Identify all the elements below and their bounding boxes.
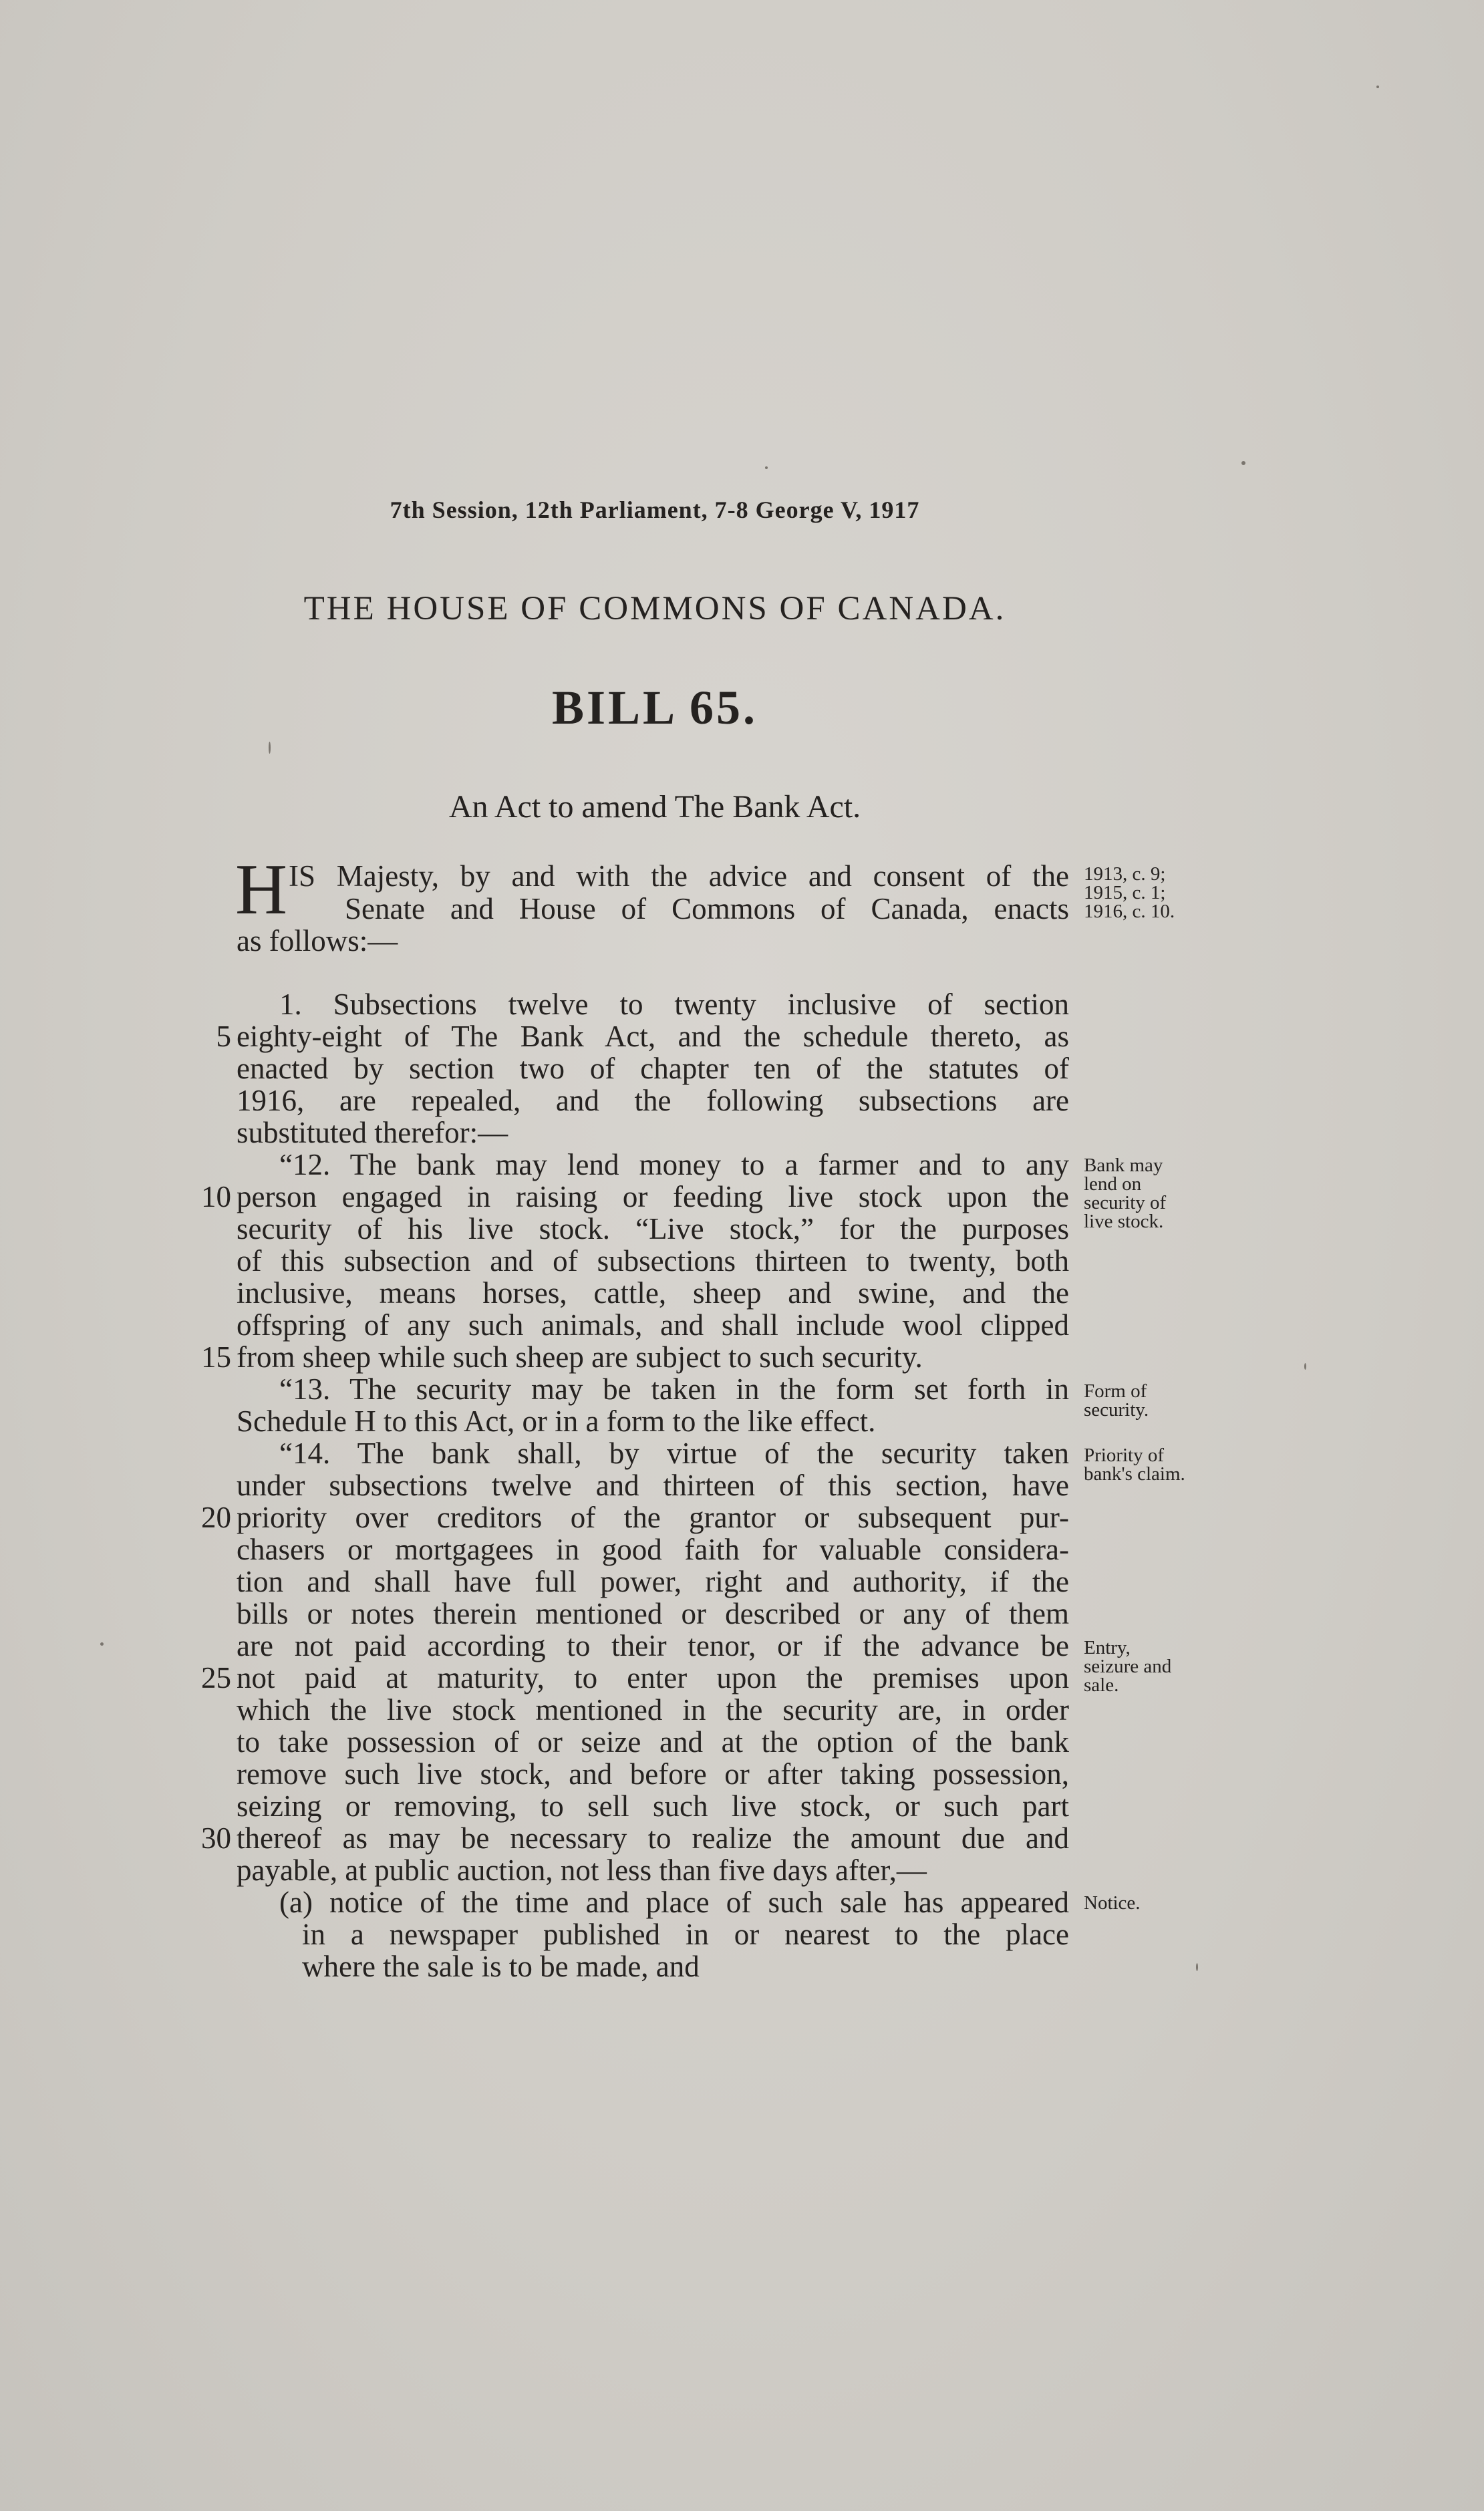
note-line: seizure and [1084,1656,1172,1677]
body-line: eighty-eight of The Bank Act, and the schedule thereto, as [237,1020,1069,1053]
note-line: sale. [1084,1674,1119,1696]
body-line: under subsections twelve and thirteen of this section, have [237,1469,1069,1502]
note-line: Form of [1084,1380,1147,1402]
speck [1304,1363,1306,1370]
body-line: not paid at maturity, to enter upon the premises upon [237,1661,1069,1694]
body-line: inclusive, means horses, cattle, sheep and swine, and the [237,1276,1069,1310]
note-line: security of [1084,1192,1167,1213]
body-line: “12. The bank may lend money to a farmer and to any [279,1148,1069,1181]
body-line: from sheep while such sheep are subject to such security. [237,1340,923,1374]
body-line: (a) notice of the time and place of such sale has appeared [279,1886,1069,1919]
body-line: 1916, are repealed, and the following subsections are [237,1084,1069,1117]
body-line: are not paid according to their tenor, or if the advance be [237,1629,1069,1662]
body-line: payable, at public auction, not less than five days after,— [237,1854,927,1887]
line-number: 30 [201,1821,231,1855]
line-number: 10 [201,1180,231,1213]
body-line: priority over creditors of the grantor or subsequent pur- [237,1501,1069,1534]
drop-cap: H [235,850,287,929]
speck [1376,86,1379,88]
speck [1241,461,1245,465]
session-header: 7th Session, 12th Parliament, 7-8 George V, 1917 [390,496,920,523]
body-line: of this subsection and of subsections thirteen to twenty, both [237,1244,1069,1278]
note-line: Entry, [1084,1637,1131,1658]
body-line: in a newspaper published in or nearest to the place [302,1918,1069,1951]
line-number: 20 [201,1501,231,1534]
note-line: Bank may [1084,1155,1163,1176]
body-line: remove such live stock, and before or after taking possession, [237,1757,1069,1791]
body-line: Schedule H to this Act, or in a form to the like effect. [237,1405,876,1438]
body-line: chasers or mortgagees in good faith for valuable considera- [237,1533,1069,1566]
speck [1196,1963,1198,1971]
body-line: seizing or removing, to sell such live stock, or such part [237,1789,1069,1823]
body-line: where the sale is to be made, and [302,1950,700,1983]
line-number: 15 [201,1340,231,1374]
line-number: 5 [216,1020,231,1053]
note-line: 1915, c. 1; [1084,882,1166,903]
body-line: “14. The bank shall, by virtue of the security taken [279,1437,1069,1470]
note-line: Priority of [1084,1445,1165,1466]
marginal-note-entry [1084,1638,1244,1694]
note-line: lend on [1084,1173,1142,1195]
marginal-note-form [1084,1382,1244,1419]
note-line: security. [1084,1399,1149,1421]
speck [269,742,271,754]
preamble-line: Senate and House of Commons of Canada, enacts [345,892,1069,925]
note-line: bank's claim. [1084,1463,1185,1485]
speck [100,1642,104,1646]
body-line: enacted by section two of chapter ten of the statutes of [237,1052,1069,1085]
body-line: “13. The security may be taken in the form set forth in [279,1372,1069,1406]
marginal-note-notice [1084,1894,1244,1912]
body-line: tion and shall have full power, right and authority, if the [237,1565,1069,1598]
body-line: which the live stock mentioned in the security are, in order [237,1693,1069,1727]
body-line: 1. Subsections twelve to twenty inclusive of section [279,988,1069,1021]
body-line: bills or notes therein mentioned or described or any of them [237,1597,1069,1630]
line-number: 25 [201,1661,231,1694]
marginal-note-priority [1084,1446,1244,1483]
body-line: to take possession of or seize and at the option of the bank [237,1725,1069,1759]
note-line: 1916, c. 10. [1084,901,1175,922]
note-line: live stock. [1084,1211,1164,1232]
body-line: security of his live stock. “Live stock,” for the purposes [237,1212,1069,1245]
act-title: An Act to amend The Bank Act. [448,789,861,825]
preamble-line: IS Majesty, by and with the advice and consent of the [289,859,1069,893]
speck [765,466,768,469]
bill-number: BILL 65. [551,681,758,734]
body-line: thereof as may be necessary to realize the amount due and [237,1821,1069,1855]
note-line: 1913, c. 9; [1084,863,1166,885]
body-line: person engaged in raising or feeding live stock upon the [237,1180,1069,1213]
preamble-line: as follows:— [237,924,398,957]
note-line: Notice. [1084,1892,1141,1914]
marginal-note-citation [1084,865,1244,921]
body-line: substituted therefor:— [237,1116,508,1149]
marginal-note-bank-may-lend [1084,1156,1244,1231]
body-line: offspring of any such animals, and shall include wool clipped [237,1308,1069,1342]
house-title: THE HOUSE OF COMMONS OF CANADA. [303,590,1006,627]
